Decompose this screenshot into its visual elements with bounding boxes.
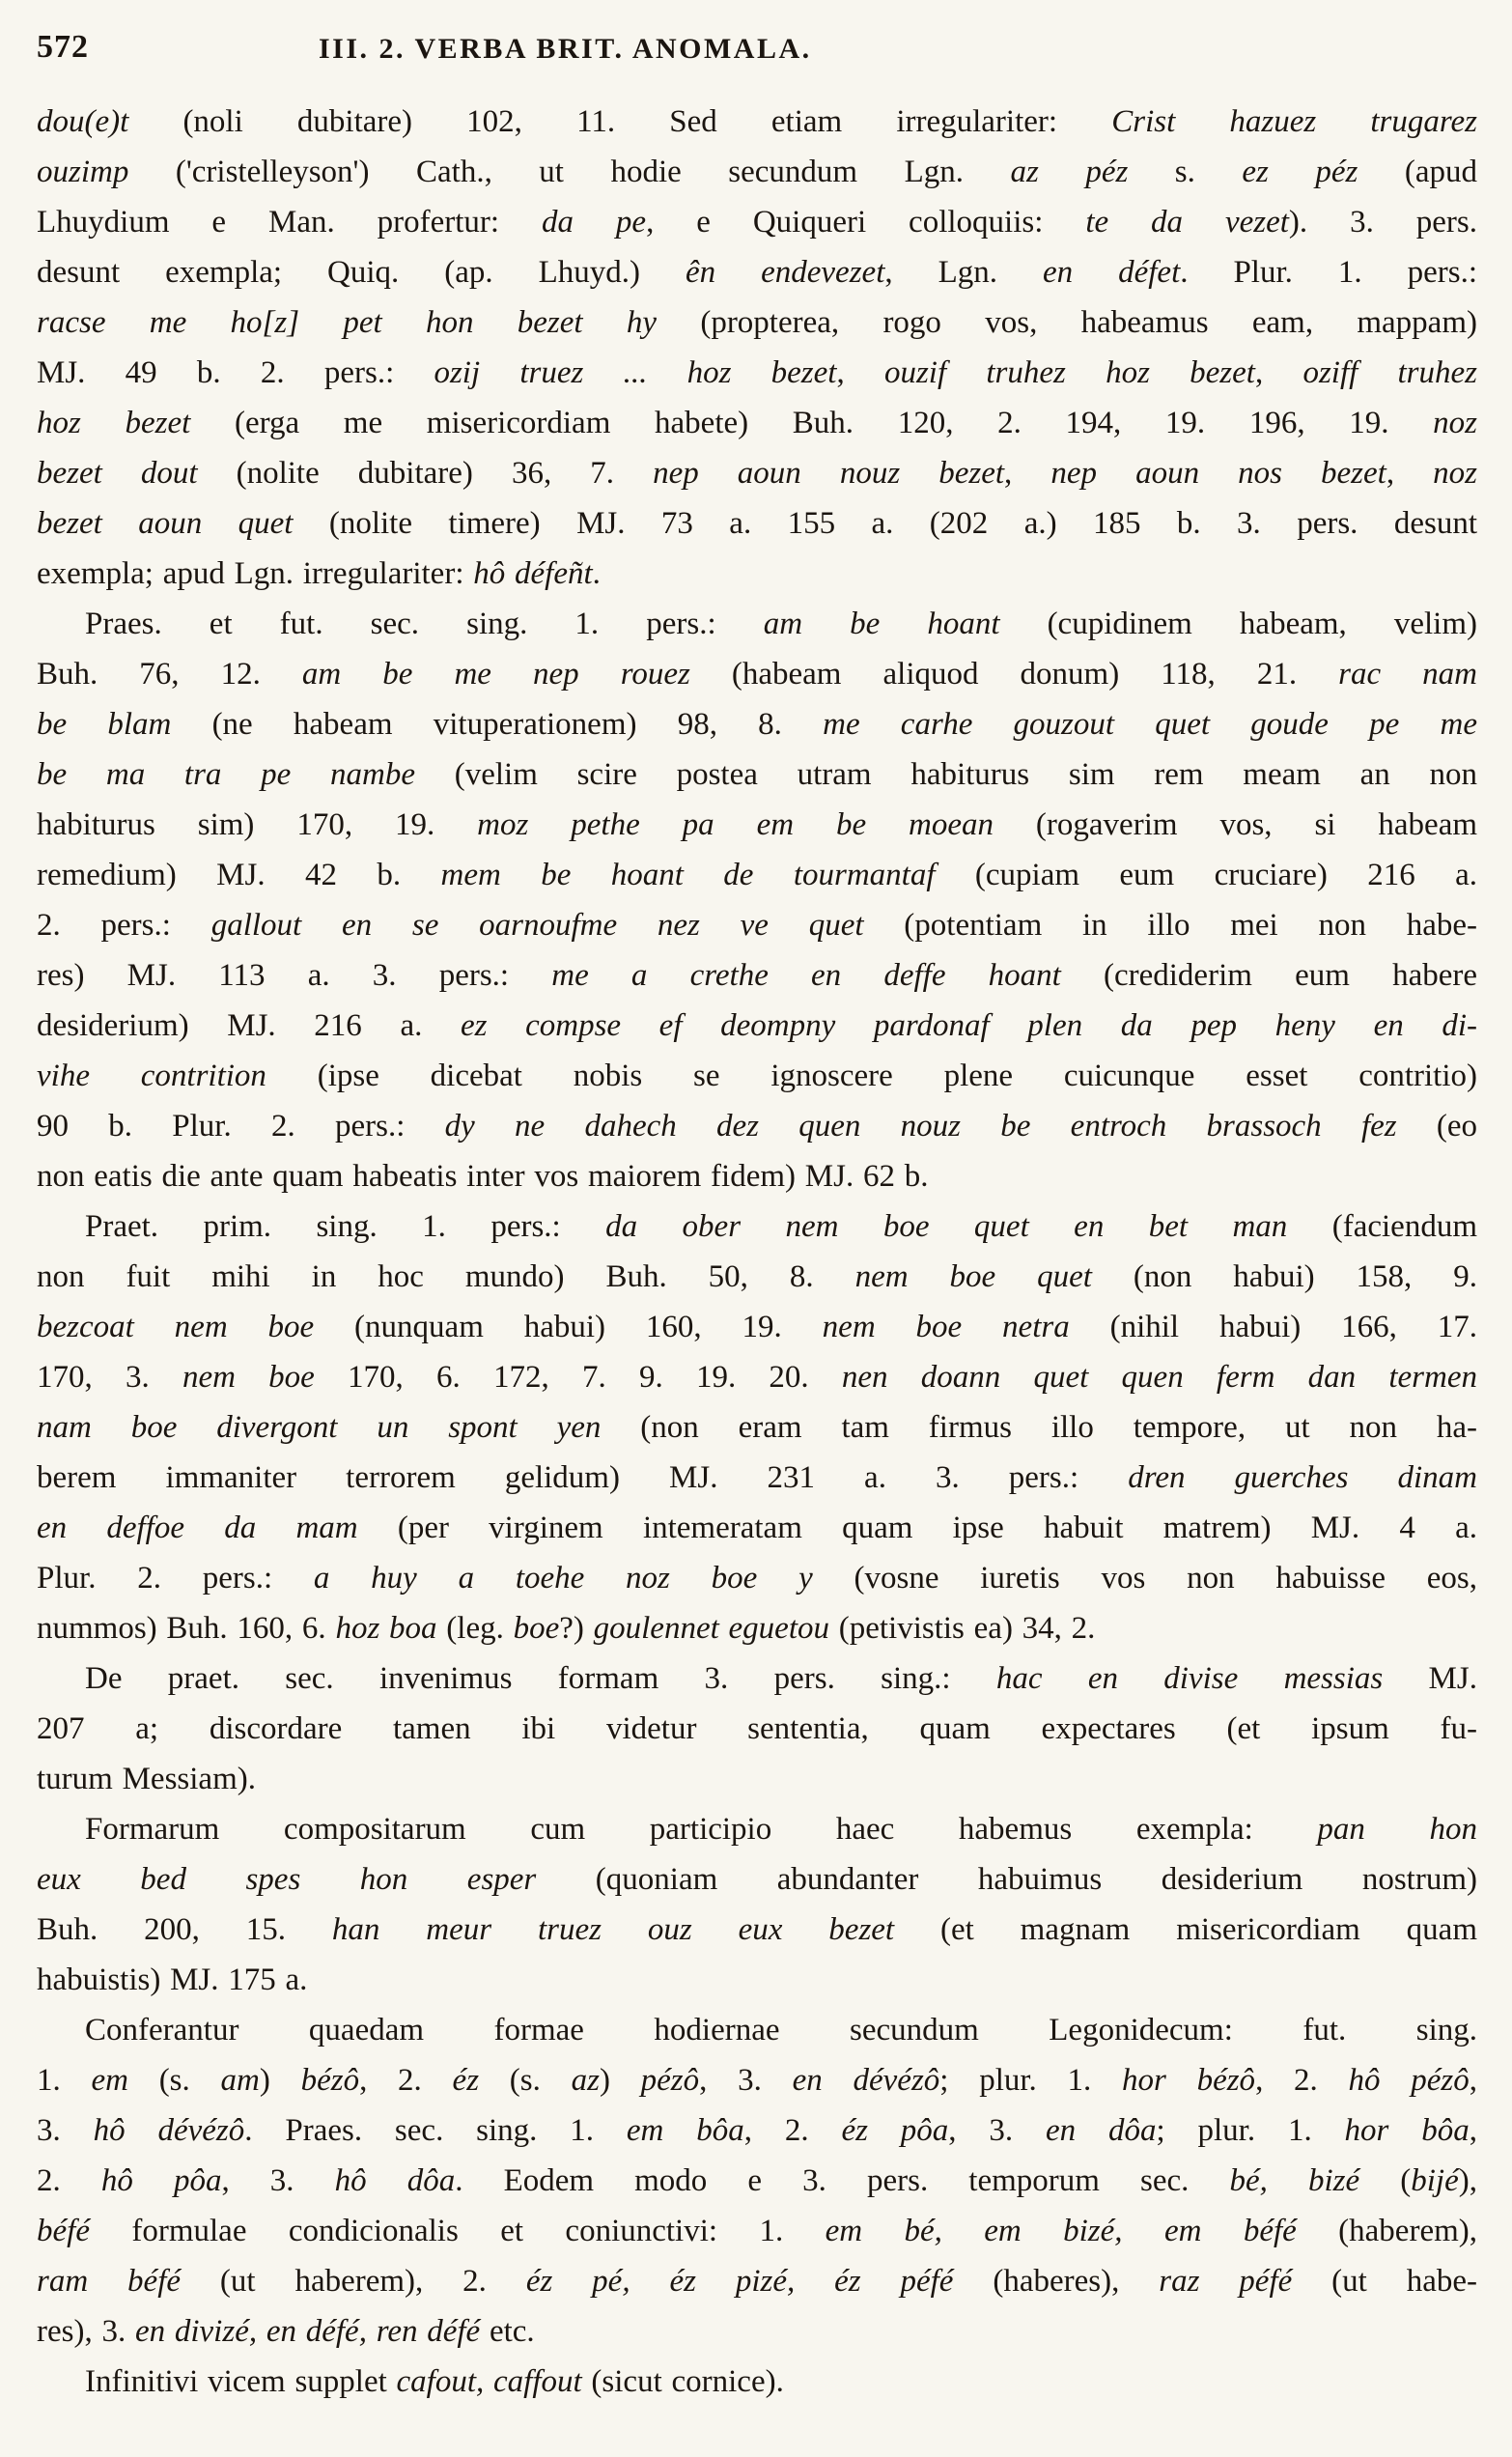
italic-run: em bôa [626,2113,744,2148]
italic-run: dou(e)t [37,104,129,139]
text-line [37,2005,1477,2055]
text-run: remedium) MJ. 42 b. [37,858,441,892]
italic-run: te da vezet [1085,205,1289,240]
text-run: etc. [480,2314,535,2349]
italic-run: bijé [1411,2163,1459,2198]
text-line [37,1051,1477,1101]
italic-run: nem boe quet [854,1259,1092,1294]
text-run: , [1469,2113,1477,2148]
text-line [37,2206,1477,2256]
italic-run: bezet dout [37,456,198,491]
italic-run: ez péz [1242,155,1358,189]
text-line [37,1905,1477,1955]
italic-run: ozij truez ... hoz bezet [434,355,837,390]
italic-run: am be me nep rouez [301,657,690,692]
italic-run: en dôa [1045,2113,1157,2148]
text-line [37,549,1477,599]
italic-run: nep aoun nouz bezet [653,456,1005,491]
italic-run: ouzif truhez hoz bezet [883,355,1255,390]
italic-run: da ober nem boe quet en bet man [605,1209,1288,1244]
italic-run: am [220,2063,260,2098]
text-run: , [1004,456,1051,491]
text-run: Formarum compositarum cum participio haec habemus exempla: [85,1812,1318,1847]
text-run: res) MJ. 113 a. 3. pers.: [37,958,552,993]
italic-run: az [571,2063,600,2098]
italic-run: bé, bizé [1229,2163,1360,2198]
text-line [37,1804,1477,1854]
text-run: 3. [37,2113,94,2148]
text-run: (nolite dubitare) 36, 7. [197,456,654,491]
text-run: (non eram tam firmus illo tempore, ut non ha- [601,1410,1477,1445]
text-run: (cupiam eum cruciare) 216 a. [935,858,1477,892]
text-run: turum Messiam). [37,1762,256,1796]
text-line [37,1151,1477,1201]
text-run: (erga me misericordiam habete) Buh. 120, 2. 194, 19. 196, 19. [190,406,1434,440]
text-run: . Plur. 1. pers.: [1180,255,1477,290]
text-run: (ne habeam vituperationem) 98, 8. [171,707,824,742]
text-line [37,2306,1477,2357]
italic-run: az péz [1010,155,1129,189]
italic-run: éz [452,2063,480,2098]
italic-run: pan hon [1317,1812,1477,1847]
text-run: , e Quiqueri colloquiis: [646,205,1086,240]
text-run: ) [599,2063,641,2098]
italic-run: vihe contrition [37,1059,266,1093]
text-run: , 3. [221,2163,335,2198]
text-run: 2. [37,2163,101,2198]
italic-run: hac en divise messias [995,1661,1384,1696]
text-run: exempla; apud Lgn. irregulariter: [37,556,474,591]
text-line [37,348,1477,398]
italic-run: ên endevezet [686,255,885,290]
text-run: (cupidinem habeam, velim) [999,607,1477,641]
italic-run: ez compse ef deompny pardonaf plen da pep heny en di- [460,1008,1477,1043]
text-run: desunt exempla; Quiq. (ap. Lhuyd.) [37,255,686,290]
text-run: ('cristelleyson') Cath., ut hodie secundum Lgn. [128,155,1011,189]
italic-run: goulennet eguetou [593,1611,829,1646]
text-line [37,1252,1477,1302]
italic-run: hô dôa [334,2163,456,2198]
text-run: formulae condicionalis et coniunctivi: 1. [89,2214,826,2248]
text-line [37,1854,1477,1905]
italic-run: oziff truhez [1302,355,1477,390]
italic-run: eux bed spes hon esper [37,1862,537,1897]
text-run: habuistis) MJ. 175 a. [37,1963,308,1997]
text-run: nummos) Buh. 160, 6. [37,1611,336,1646]
text-run: MJ. 49 b. 2. pers.: [37,355,434,390]
italic-run: en deffoe da mam [37,1511,358,1545]
italic-run: em bé, em bizé, em béfé [825,2214,1297,2248]
text-run: res), 3. [37,2314,135,2349]
text-run: (ipse dicebat nobis se ignoscere plene cuicunque esset contritio) [266,1059,1477,1093]
text-line [37,1955,1477,2005]
italic-run: a huy a toehe noz boe y [313,1561,813,1596]
italic-run: em [91,2063,128,2098]
text-line [37,2105,1477,2156]
text-run: Infinitivi vicem supplet [85,2364,397,2399]
text-run: (leg. [436,1611,514,1646]
italic-run: bézô [300,2063,360,2098]
running-title: III. 2. VERBA BRIT. ANOMALA. [319,33,812,65]
text-run: Conferantur quaedam formae hodiernae secundum Legonidecum: fut. sing. [85,2013,1477,2048]
italic-run: bezcoat nem boe [37,1310,315,1344]
text-line [37,2357,1477,2407]
page-header [37,25,1477,83]
italic-run: hor bôa [1344,2113,1470,2148]
text-run: , Lgn. [884,255,1043,290]
italic-run: me carhe gouzout quet goude pe me [823,707,1477,742]
italic-run: hô pôa [100,2163,222,2198]
italic-run: éz pé, éz pizé, éz péfé [525,2264,954,2299]
text-run: (ut haberem), 2. [181,2264,526,2299]
text-run: (noli dubitare) 102, 11. Sed etiam irregulariter: [128,104,1112,139]
italic-run: Crist hazuez trugarez [1111,104,1477,139]
text-run: (et magnam misericordiam quam [894,1912,1477,1947]
italic-run: ram béfé [37,2264,182,2299]
italic-run: hô défeñt [473,556,593,591]
text-run: 170, 6. 172, 7. 9. 19. 20. [314,1360,842,1395]
text-run: 170, 3. [37,1360,182,1395]
text-run: (apud [1358,155,1477,189]
text-run: Lhuydium e Man. profertur: [37,205,543,240]
text-run: . Eodem modo e 3. pers. temporum sec. [455,2163,1230,2198]
italic-run: éz pôa [841,2113,949,2148]
page-number: 572 [37,29,89,65]
text-line [37,1101,1477,1151]
text-run: ( [1359,2163,1412,2198]
text-run: (petivistis ea) 34, 2. [828,1611,1096,1646]
text-run: , 2. [359,2063,453,2098]
text-run: desiderium) MJ. 216 a. [37,1008,461,1043]
italic-run: dy ne dahech dez quen nouz be entroch brassoch fez [444,1109,1397,1144]
text-run: 2. pers.: [37,908,211,943]
text-line [37,649,1477,699]
text-line [37,498,1477,549]
text-run: (propterea, rogo vos, habeamus eam, mappam) [657,305,1477,340]
text-line [37,1201,1477,1252]
italic-run: bezet aoun quet [37,506,294,541]
text-line [37,1704,1477,1754]
italic-run: béfé [37,2214,90,2248]
text-run: s. [1128,155,1243,189]
italic-run: boe [513,1611,560,1646]
text-run: (potentiam in illo mei non habe- [863,908,1477,943]
italic-run: dren guerches dinam [1128,1460,1477,1495]
text-run: (faciendum [1287,1209,1477,1244]
text-run: (per virginem intemeratam quam ipse habuit matrem) MJ. 4 a. [357,1511,1477,1545]
text-run: (nihil habui) 166, 17. [1069,1310,1477,1344]
page-body [37,97,1477,2407]
text-run: (non habui) 158, 9. [1091,1259,1477,1294]
text-run: ; plur. 1. [1156,2113,1345,2148]
text-run: , [1469,2063,1477,2098]
text-run: 1. [37,2063,92,2098]
text-line [37,1503,1477,1553]
text-run: , 3. [699,2063,793,2098]
italic-run: moz pethe pa em be moean [477,807,994,842]
italic-run: hor bézô [1122,2063,1256,2098]
text-line [37,1603,1477,1653]
italic-run: hô pézô [1348,2063,1470,2098]
italic-run: en dévézô [792,2063,940,2098]
text-run: (vosne iuretis vos non habuisse eos, [812,1561,1477,1596]
italic-run: noz [1433,456,1477,491]
italic-run: nep aoun nos bezet [1050,456,1386,491]
text-run: ?) [559,1611,594,1646]
text-run: , 2. [743,2113,842,2148]
text-line [37,1653,1477,1704]
text-line [37,147,1477,197]
text-run: MJ. [1383,1661,1477,1696]
italic-run: nem boe netra [822,1310,1070,1344]
text-run: Praet. prim. sing. 1. pers.: [85,1209,606,1244]
text-line [37,247,1477,297]
text-run: (crediderim eum habere [1060,958,1477,993]
italic-run: nam boe divergont un spont yen [37,1410,602,1445]
text-run: (eo [1396,1109,1477,1144]
text-line [37,2055,1477,2105]
text-run: habiturus sim) 170, 19. [37,807,478,842]
text-line [37,398,1477,448]
text-run: , [1386,456,1434,491]
text-run: ) [259,2063,301,2098]
text-run: ). 3. pers. [1288,205,1477,240]
text-run: (nunquam habui) 160, 19. [314,1310,823,1344]
text-line [37,448,1477,498]
text-run: berem immaniter terrorem gelidum) MJ. 231 a. 3. pers.: [37,1460,1129,1495]
text-line [37,97,1477,147]
text-run: ), [1458,2163,1477,2198]
italic-run: hô dévézô [93,2113,245,2148]
text-line [37,1553,1477,1603]
text-run: ; plur. 1. [939,2063,1122,2098]
text-run: (velim scire postea utram habiturus sim rem meam an non [415,757,1477,792]
italic-run: han meur truez ouz eux bezet [331,1912,895,1947]
text-line [37,197,1477,247]
italic-run: racse me ho[z] pet hon bezet hy [37,305,658,340]
text-line [37,699,1477,749]
italic-run: mem be hoant de tourmantaf [440,858,936,892]
text-line [37,1352,1477,1402]
italic-run: cafout, caffout [396,2364,582,2399]
text-run: 90 b. Plur. 2. pers.: [37,1109,445,1144]
text-run: , [836,355,884,390]
text-run: (ut habe- [1292,2264,1477,2299]
italic-run: pézô [640,2063,700,2098]
text-line [37,297,1477,348]
text-run: Buh. 200, 15. [37,1912,332,1947]
text-run: (quoniam abundanter habuimus desiderium nostrum) [536,1862,1477,1897]
text-run: (rogaverim vos, si habeam [994,807,1477,842]
text-run: , 3. [948,2113,1046,2148]
italic-run: en divizé, en défé, ren défé [134,2314,481,2349]
italic-run: nem boe [182,1360,315,1395]
italic-run: noz [1433,406,1477,440]
text-line [37,1302,1477,1352]
text-line [37,749,1477,800]
text-run: (sicut cornice). [581,2364,784,2399]
text-run: (haberem), [1296,2214,1477,2248]
text-line [37,900,1477,950]
text-line [37,2256,1477,2306]
text-run: , 2. [1255,2063,1349,2098]
text-run: . Praes. sec. sing. 1. [244,2113,627,2148]
text-run: (habeam aliquod donum) 118, 21. [689,657,1339,692]
text-line [37,1402,1477,1453]
italic-run: rac nam [1338,657,1477,692]
text-run: Praes. et fut. sec. sing. 1. pers.: [85,607,764,641]
text-run: Plur. 2. pers.: [37,1561,314,1596]
text-run: (s. [479,2063,572,2098]
text-line [37,599,1477,649]
italic-run: be ma tra pe nambe [37,757,415,792]
text-run: De praet. sec. invenimus formam 3. pers. sing.: [85,1661,996,1696]
text-run: , [1254,355,1303,390]
text-line [37,1001,1477,1051]
text-line [37,850,1477,900]
italic-run: en défet [1042,255,1181,290]
text-run: (haberes), [953,2264,1160,2299]
text-run: 207 a; discordare tamen ibi videtur sententia, quam expectares (et ipsum fu- [37,1711,1477,1746]
italic-run: hoz boa [335,1611,437,1646]
text-line [37,1453,1477,1503]
italic-run: raz péfé [1159,2264,1293,2299]
text-line [37,950,1477,1001]
italic-run: me a crethe en deffe hoant [551,958,1061,993]
text-line [37,1754,1477,1804]
text-run: non fuit mihi in hoc mundo) Buh. 50, 8. [37,1259,855,1294]
italic-run: nen doann quet quen ferm dan termen [841,1360,1477,1395]
italic-run: am be hoant [763,607,1000,641]
text-run: (nolite timere) MJ. 73 a. 155 a. (202 a.) 185 b. 3. pers. desunt [293,506,1477,541]
italic-run: gallout en se oarnoufme nez ve quet [210,908,864,943]
text-line [37,2156,1477,2206]
text-line [37,800,1477,850]
text-run: non eatis die ante quam habeatis inter vos maiorem fidem) MJ. 62 b. [37,1159,929,1194]
text-run: (s. [127,2063,221,2098]
text-run: . [592,556,601,591]
italic-run: be blam [37,707,172,742]
italic-run: da pe [542,205,647,240]
italic-run: ouzimp [37,155,129,189]
text-run: Buh. 76, 12. [37,657,302,692]
italic-run: hoz bezet [37,406,191,440]
